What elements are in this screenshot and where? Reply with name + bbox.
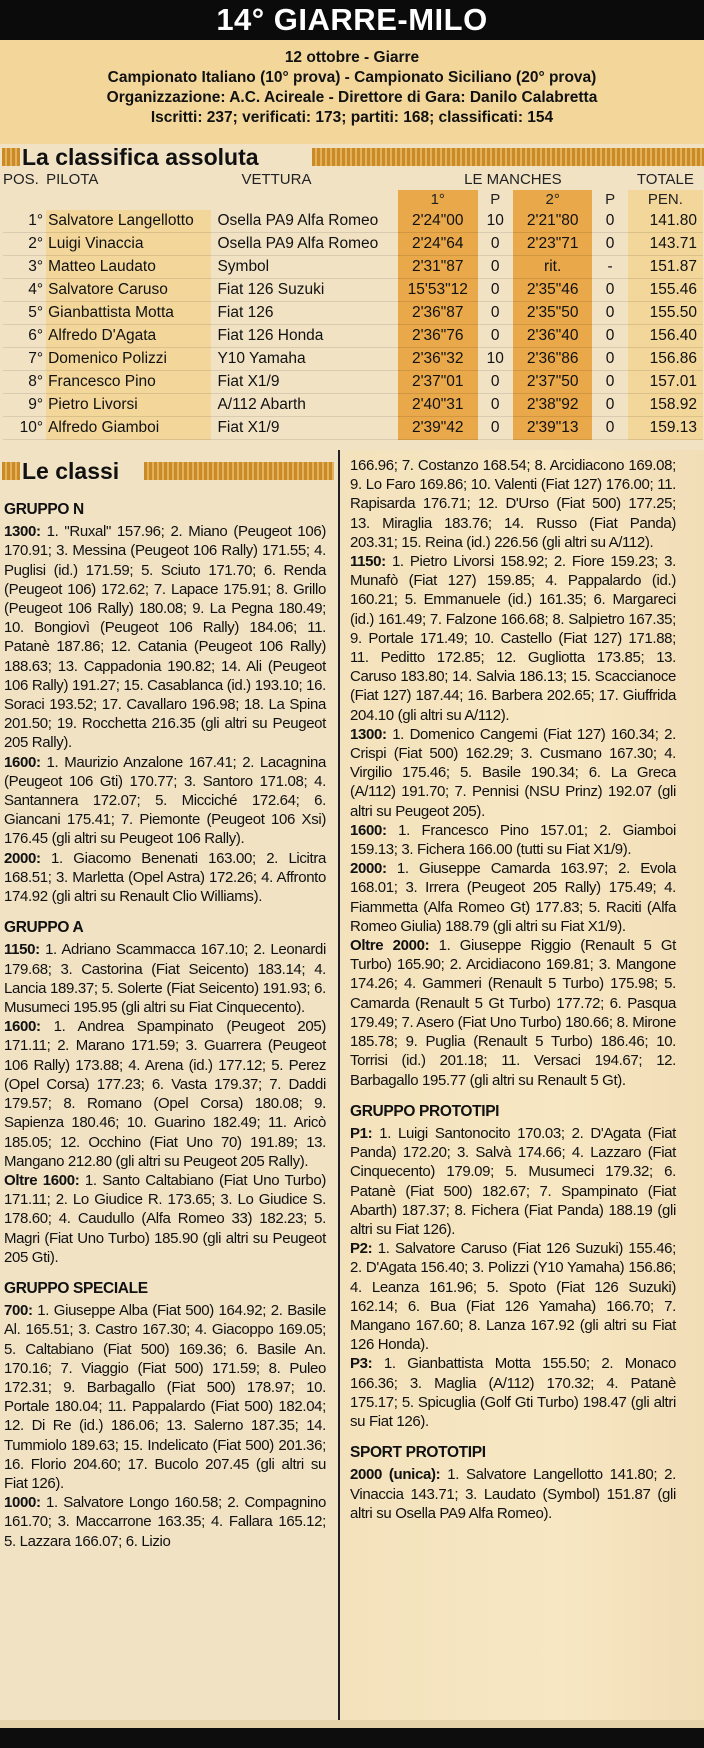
- class-label: 2000 (unica):: [350, 1466, 441, 1484]
- cell-time-2: 2'39"13: [513, 417, 593, 440]
- cell-total: 143.71: [628, 233, 703, 256]
- cell-time-1: 2'36"76: [398, 325, 478, 348]
- cell-pilot: Salvatore Langellotto: [46, 210, 211, 233]
- col-header-manches: LE MANCHES: [464, 171, 562, 188]
- class-label: 1150:: [350, 553, 386, 571]
- cell-time-1: 15'53"12: [398, 279, 478, 302]
- classes-section-title: Le classi: [22, 458, 120, 484]
- class-result-paragraph: [4, 1493, 326, 1551]
- group-heading: GRUPPO SPECIALE: [4, 1279, 148, 1297]
- ranking-section-title: La classifica assoluta: [22, 144, 259, 170]
- class-result-paragraph: [4, 1171, 326, 1267]
- cell-total: 158.92: [628, 394, 703, 417]
- cell-pilot: Salvatore Caruso: [46, 279, 211, 302]
- class-label: 2000:: [4, 849, 41, 867]
- cell-pos: 8°: [3, 371, 46, 394]
- cell-pen-2: 0: [592, 210, 627, 233]
- cell-pen-1: 0: [478, 302, 513, 325]
- class-results-text: 1. Gianbattista Motta 155.50; 2. Monaco 166.36; 3. Maglia (A/112) 170.32; 4. Patanè 175.17; 5. Spicuglia (Golf Gti Turbo) 198.47 (gli altri su Fiat 126).: [350, 1355, 676, 1430]
- class-label: 1300:: [4, 523, 41, 541]
- group-heading: SPORT PROTOTIPI: [350, 1444, 486, 1462]
- class-result-paragraph: [4, 849, 326, 907]
- cell-time-2: 2'21"80: [513, 210, 593, 233]
- cell-total: 157.01: [628, 371, 703, 394]
- class-results-text: 1. Salvatore Caruso (Fiat 126 Suzuki) 155.46; 2. D'Agata 156.40; 3. Polizzi (Y10 Yamaha) 156.86; 4. Leanza 161.96; 5. Spoto (Fiat 126 Suzuki) 162.14; 6. Bua (Fiat 126 Yamaha) 166.70; 7. Mangano 167.60; 8. Lanza 167.92 (gli altri su Fiat 126 Honda).: [350, 1240, 676, 1354]
- class-result-paragraph: [350, 936, 676, 1090]
- cell-pen-1: 10: [478, 348, 513, 371]
- class-result-paragraph: [4, 1017, 326, 1171]
- class-result-paragraph: [350, 1239, 676, 1354]
- class-result-paragraph: [4, 753, 326, 849]
- class-label: 1000:: [4, 1494, 41, 1512]
- class-results-text: 1. Giuseppe Alba (Fiat 500) 164.92; 2. Basile Al. 165.51; 3. Castro 167.30; 4. Giacoppo 169.05; 5. Caltabiano (Fiat 500) 169.36; 6. Basile An. 170.16; 7. Viaggio (Fiat 500) 171.59; 8. Puleo 172.31; 9. Barbagallo (Fiat 500) 178.97; 10. Portale 180.04; 11. Pappalardo (Fiat 500) 182.04; 12. Di Re (id.) 186.06; 13. Salerno 187.35; 14. Tummiolo 189.63; 15. Indelicato (Fiat 500) 201.36; 16. Florio 204.60; 17. Bucolo 207.45 (gli altri su Fiat 126).: [4, 1302, 326, 1492]
- class-results-text: 1. Francesco Pino 157.01; 2. Giamboi 159.13; 3. Fichera 166.00 (tutti su Fiat X1/9).: [350, 821, 676, 859]
- cell-pen-1: 0: [478, 325, 513, 348]
- class-result-paragraph: [350, 552, 676, 725]
- class-results-text: 1. Andrea Spampinato (Peugeot 205) 171.11; 2. Marano 171.59; 3. Guarrera (Peugeot 106 Rally) 173.88; 4. Arena (id.) 177.12; 5. Perez (Opel Corsa) 177.23; 6. Vasta 179.37; 7. Daddi 179.57; 8. Romano (Opel Corsa) 180.08; 9. Sapienza 180.46; 10. Guarino 182.49; 11. Aricò 185.05; 12. Occhino (Fiat Uno 70) 191.89; 13. Mangano 212.80 (gli altri su Peugeot 205 Rally).: [4, 1018, 326, 1170]
- class-result-paragraph: [350, 456, 676, 552]
- cell-total: 155.50: [628, 302, 703, 325]
- class-result-paragraph: [350, 821, 676, 859]
- class-result-paragraph: [4, 522, 326, 752]
- cell-time-1: 2'24"00: [398, 210, 478, 233]
- cell-car: Osella PA9 Alfa Romeo: [211, 210, 398, 233]
- event-header: [0, 40, 704, 144]
- event-organization: Organizzazione: A.C. Acireale - Direttore di Gara: Danilo Calabretta: [106, 89, 598, 106]
- cell-car: A/112 Abarth: [211, 394, 398, 417]
- class-label: 1150:: [4, 941, 40, 959]
- group-heading: GRUPPO N: [4, 501, 84, 518]
- class-results-text: 1. Salvatore Langellotto 141.80; 2. Vinaccia 143.71; 3. Laudato (Symbol) 151.87 (gli altri su Osella PA9 Alfa Romeo).: [350, 1466, 676, 1522]
- class-result-paragraph: [350, 725, 676, 821]
- cell-pos: 9°: [3, 394, 46, 417]
- cell-pos: 1°: [3, 210, 46, 233]
- table-row: [3, 348, 703, 371]
- section-decoration: [144, 462, 334, 480]
- event-championship: Campionato Italiano (10° prova) - Campionato Siciliano (20° prova): [107, 69, 597, 86]
- class-results-text: 1. "Ruxal" 157.96; 2. Miano (Peugeot 106) 170.91; 3. Messina (Peugeot 106 Rally) 171.55; 4. Puglisi (id.) 171.59; 5. Sciuto 171.70; 6. Renda (Peugeot 106) 172.62; 7. Lapace 175.91; 8. Grillo (Peugeot 106 Rally) 180.08; 9. La Pegna 180.49; 10. Bongiovì (Peugeot 106 Rally) 184.06; 11. Patanè 187.86; 12. Catania (Peugeot 106 Rally) 188.63; 13. Cappadonia 190.82; 14. Ali (Peugeot 106 Rally) 191.27; 15. Casablanca (id.) 193.10; 16. Soraci 193.52; 17. Cavallaro 196.98; 18. La Spina 201.50; 19. Rocchetta 216.35 (gli altri su Peugeot 205 Rally).: [4, 523, 326, 752]
- cell-car: Symbol: [211, 256, 398, 279]
- cell-pilot: Alfredo D'Agata: [46, 325, 211, 348]
- table-row: [3, 371, 703, 394]
- event-entries: Iscritti: 237; verificati: 173; partiti: 168; classificati: 154: [150, 109, 554, 126]
- cell-pos: 4°: [3, 279, 46, 302]
- section-decoration: [312, 148, 704, 166]
- cell-time-2: 2'35"50: [513, 302, 593, 325]
- class-results-text: 1. Salvatore Longo 160.58; 2. Compagnino 161.70; 3. Maccarrone 163.35; 4. Fallara 165.12; 5. Lazzara 166.07; 6. Lizio: [4, 1494, 326, 1550]
- cell-pen-1: 0: [478, 371, 513, 394]
- cell-car: Fiat 126 Honda: [211, 325, 398, 348]
- cell-pen-2: 0: [592, 394, 627, 417]
- cell-total: 156.40: [628, 325, 703, 348]
- class-label: 1300:: [350, 725, 387, 743]
- class-results-text: 1. Giacomo Benenati 163.00; 2. Licitra 168.51; 3. Marletta (Opel Astra) 172.26; 4. Affronto 174.92 (gli altri su Renault Clio Williams).: [4, 849, 326, 906]
- cell-time-2: 2'38"92: [513, 394, 593, 417]
- cell-car: Fiat 126: [211, 302, 398, 325]
- cell-time-1: 2'37"01: [398, 371, 478, 394]
- class-results-text: 1. Maurizio Anzalone 167.41; 2. Lacagnina (Peugeot 106 Gti) 170.77; 3. Santoro 171.08; 4. Santannera 172.07; 5. Micciché 172.64; 6. Giancani 175.41; 7. Piemonte (Peugeot 106 Xsi) 176.45 (gli altri su Peugeot 106 Rally).: [4, 753, 326, 848]
- cell-car: Y10 Yamaha: [211, 348, 398, 371]
- cell-time-2: 2'36"40: [513, 325, 593, 348]
- class-label: 2000:: [350, 860, 387, 878]
- cell-pen-1: 0: [478, 394, 513, 417]
- cell-time-2: 2'35"46: [513, 279, 593, 302]
- cell-time-2: 2'37"50: [513, 371, 593, 394]
- cell-pen-1: 0: [478, 417, 513, 440]
- col-header-total: TOTALE: [636, 171, 694, 188]
- cell-car: Fiat 126 Suzuki: [211, 279, 398, 302]
- cell-pen-2: 0: [592, 302, 627, 325]
- cell-time-2: rit.: [513, 256, 593, 279]
- cell-pen-2: 0: [592, 348, 627, 371]
- cell-pos: 5°: [3, 302, 46, 325]
- class-label: 1600:: [4, 753, 41, 771]
- cell-pilot: Domenico Polizzi: [46, 348, 211, 371]
- cell-pos: 2°: [3, 233, 46, 256]
- column-divider: [338, 450, 340, 1725]
- cell-pilot: Alfredo Giamboi: [46, 417, 211, 440]
- cell-total: 155.46: [628, 279, 703, 302]
- cell-pilot: Francesco Pino: [46, 371, 211, 394]
- table-row: [3, 233, 703, 256]
- class-results-text: 1. Domenico Cangemi (Fiat 127) 160.34; 2. Crispi (Fiat 500) 162.29; 3. Cusmano 167.30; 4. Virgilio 175.46; 5. Basile 190.34; 6. La Greca (A/112) 191.70; 7. Pennisi (NSU Prinz) 192.07 (gli altri su Peugeot 205).: [350, 725, 676, 820]
- ranking-section-header: [0, 144, 704, 170]
- class-results-text: 1. Santo Caltabiano (Fiat Uno Turbo) 171.11; 2. Lo Giudice R. 173.65; 3. Lo Giudice S. 178.60; 4. Caudullo (Alfa Romeo 33) 182.23; 5. Magri (Fiat Uno Turbo) 185.90 (gli altri su Peugeot 205 Gti).: [4, 1171, 326, 1266]
- cell-pos: 6°: [3, 325, 46, 348]
- cell-pilot: Pietro Livorsi: [46, 394, 211, 417]
- table-row: [3, 302, 703, 325]
- cell-total: 159.13: [628, 417, 703, 440]
- cell-pen-2: 0: [592, 371, 627, 394]
- cell-time-2: 2'36"86: [513, 348, 593, 371]
- class-results-text: 1. Pietro Livorsi 158.92; 2. Fiore 159.23; 3. Munafò (Fiat 127) 159.85; 4. Pappalardo (id.) 160.21; 5. Emmanuele (id.) 161.35; 6. Margareci (id.) 161.49; 7. Falzone 166.68; 8. Salpietro 167.35; 9. Portale 171.49; 10. Castello (Fiat 127) 171.88; 11. Peditto 172.85; 12. Gugliotta 173.85; 13. Caruso 183.80; 14. Salvia 186.13; 15. Scaccianoce (Fiat 127) 187.44; 16. Barbera 202.65; 17. Giuffrida 204.10 (gli altri su A/112).: [350, 553, 676, 724]
- table-row: [3, 256, 703, 279]
- cell-pen-1: 10: [478, 210, 513, 233]
- page-title: 14° GIARRE-MILO: [0, 0, 704, 40]
- class-label: Oltre 1600:: [4, 1171, 80, 1189]
- cell-time-2: 2'23"71: [513, 233, 593, 256]
- cell-pen-2: -: [592, 256, 627, 279]
- col-header-pos: POS.: [3, 171, 39, 188]
- table-row: [3, 210, 703, 233]
- class-results-text: 166.96; 7. Costanzo 168.54; 8. Arcidiacono 169.08; 9. Lo Faro 169.86; 10. Valenti (Fiat 127) 176.00; 11. Rapisarda 176.71; 12. D'Urso (Fiat 500) 177.25; 13. Miraglia 183.76; 14. Russo (Fiat Panda) 203.31; 15. Reina (id.) 226.56 (gli altri su A/112).: [350, 457, 676, 551]
- cell-pen-2: 0: [592, 417, 627, 440]
- cell-pen-2: 0: [592, 325, 627, 348]
- cell-time-1: 2'40"31: [398, 394, 478, 417]
- class-results-text: 1. Giuseppe Riggio (Renault 5 Gt Turbo) 165.90; 2. Arcidiacono 169.81; 3. Mangone 174.26; 4. Gammeri (Renault 5 Turbo) 175.98; 5. Camarda (Renault 5 Gt Turbo) 177.72; 6. Pasqua 179.49; 7. Asero (Fiat Uno Turbo) 180.66; 8. Mirone 185.78; 9. Puglia (Renault 5 Turbo) 186.46; 10. Torrisi (id.) 201.18; 11. Versaci 194.67; 12. Barbagallo 195.77 (gli altri su Renault 5 Gt).: [350, 937, 676, 1089]
- table-row: [3, 325, 703, 348]
- cell-pen-1: 0: [478, 279, 513, 302]
- col-header-second: 2°: [513, 190, 593, 210]
- cell-pilot: Luigi Vinaccia: [46, 233, 211, 256]
- ranking-table: [3, 170, 703, 440]
- class-result-paragraph: [4, 940, 326, 1017]
- cell-pen-1: 0: [478, 233, 513, 256]
- cell-time-1: 2'36"32: [398, 348, 478, 371]
- class-label: 700:: [4, 1302, 33, 1320]
- col-header-car: VETTURA: [241, 171, 312, 188]
- col-header-pen: PEN.: [628, 190, 703, 210]
- cell-car: Osella PA9 Alfa Romeo: [211, 233, 398, 256]
- class-results-text: 1. Giuseppe Camarda 163.97; 2. Evola 168.01; 3. Irrera (Peugeot 205 Rally) 175.49; 4. Fiammetta (Alfa Romeo Gt) 177.83; 5. Raciti (Alfa Romeo Giulia) 188.79 (gli altri su Fiat X1/9).: [350, 860, 676, 935]
- table-row: [3, 417, 703, 440]
- cell-total: 151.87: [628, 256, 703, 279]
- cell-total: 156.86: [628, 348, 703, 371]
- class-label: 1600:: [350, 821, 387, 839]
- class-results-text: 1. Luigi Santonocito 170.03; 2. D'Agata (Fiat Panda) 172.20; 3. Salvà 174.66; 4. Lazzaro (Fiat Cinquecento) 179.09; 5. Musumeci 179.32; 6. Patanè (Fiat 500) 182.67; 7. Spampinato (Fiat Abarth) 187.37; 8. Fichera (Fiat Panda) 188.19 (gli altri su Fiat 126).: [350, 1124, 676, 1238]
- cell-pos: 7°: [3, 348, 46, 371]
- cell-time-1: 2'31"87: [398, 256, 478, 279]
- classes-left-column: [4, 500, 326, 1551]
- cell-pen-1: 0: [478, 256, 513, 279]
- class-label: P2:: [350, 1240, 373, 1258]
- cell-car: Fiat X1/9: [211, 371, 398, 394]
- footer-bar: [0, 1728, 704, 1748]
- class-label: 1600:: [4, 1018, 41, 1036]
- col-header-first: 1°: [398, 190, 478, 210]
- table-row: [3, 394, 703, 417]
- cell-car: Fiat X1/9: [211, 417, 398, 440]
- col-header-pilot: PILOTA: [46, 171, 99, 188]
- class-results-text: 1. Adriano Scammacca 167.10; 2. Leonardi 179.68; 3. Castorina (Fiat Seicento) 183.14; 4. Lancia 189.37; 5. Solerte (Fiat Seicento) 191.93; 6. Musumeci 195.95 (gli altri su Fiat Cinquecento).: [4, 941, 326, 1017]
- class-result-paragraph: [4, 1301, 326, 1493]
- classes-section-header: [0, 458, 336, 484]
- event-date: 12 ottobre - Giarre: [284, 49, 420, 66]
- cell-pilot: Gianbattista Motta: [46, 302, 211, 325]
- cell-pen-2: 0: [592, 233, 627, 256]
- class-result-paragraph: [350, 859, 676, 936]
- class-label: Oltre 2000:: [350, 937, 430, 955]
- group-heading: GRUPPO A: [4, 919, 84, 937]
- col-header-p2: P: [605, 191, 616, 208]
- cell-time-1: 2'39"42: [398, 417, 478, 440]
- cell-pilot: Matteo Laudato: [46, 256, 211, 279]
- class-result-paragraph: [350, 1124, 676, 1239]
- class-label: P1:: [350, 1124, 373, 1142]
- table-row: [3, 279, 703, 302]
- cell-total: 141.80: [628, 210, 703, 233]
- cell-pos: 3°: [3, 256, 46, 279]
- class-result-paragraph: [350, 1354, 676, 1431]
- cell-pen-2: 0: [592, 279, 627, 302]
- classes-right-column: [350, 456, 676, 1523]
- cell-time-1: 2'24"64: [398, 233, 478, 256]
- class-result-paragraph: [350, 1465, 676, 1523]
- col-header-p1: P: [490, 191, 501, 208]
- class-label: P3:: [350, 1355, 373, 1373]
- group-heading: GRUPPO PROTOTIPI: [350, 1102, 500, 1120]
- cell-time-1: 2'36"87: [398, 302, 478, 325]
- cell-pos: 10°: [3, 417, 46, 440]
